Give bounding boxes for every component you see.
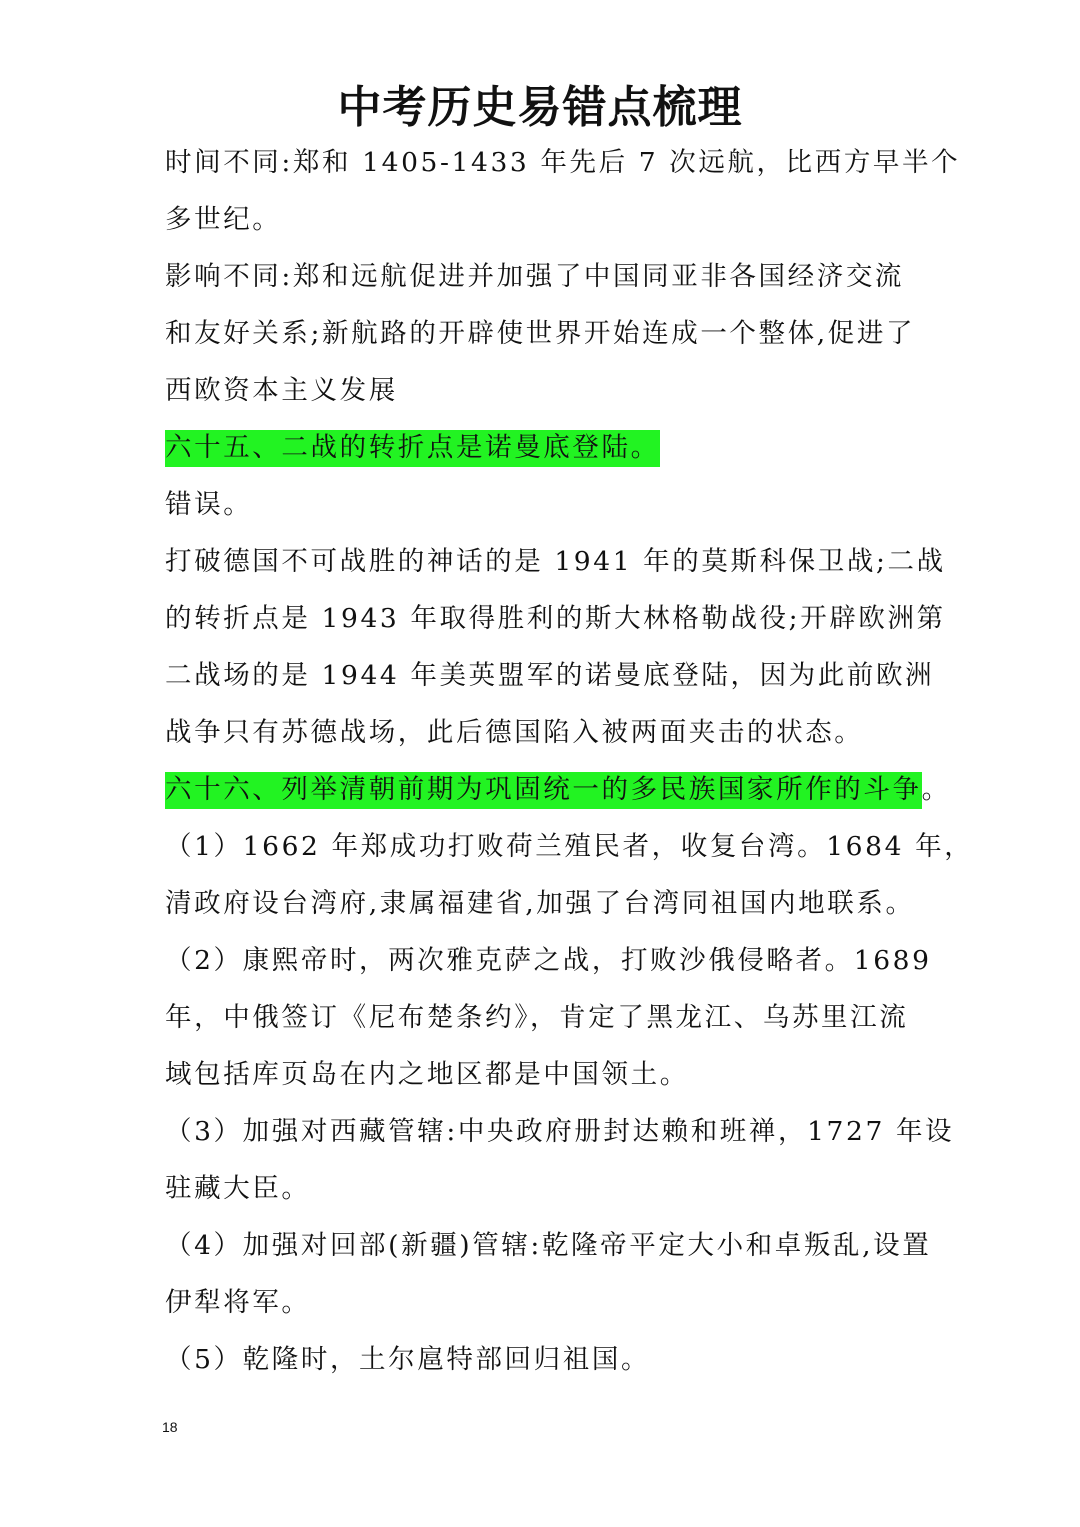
heading-highlight: 六十六、列举清朝前期为巩固统一的多民族国家所作的斗争 <box>165 772 922 809</box>
list-item-line: 驻藏大臣。 <box>165 1173 311 1204</box>
list-item-line: （4）加强对回部(新疆)管辖:乾隆帝平定大小和卓叛乱,设置 <box>165 1230 932 1261</box>
paragraph-line: 和友好关系;新航路的开辟使世界开始连成一个整体,促进了 <box>165 318 916 349</box>
list-item-line: 年，中俄签订《尼布楚条约》，肯定了黑龙江、乌苏里江流 <box>165 1002 909 1033</box>
page-title: 中考历史易错点梳理 <box>337 82 743 133</box>
question-66-heading <box>165 770 951 810</box>
paragraph-line: 时间不同:郑和 1405-1433 年先后 7 次远航，比西方早半个 <box>165 147 961 178</box>
paragraph-line: 二战场的是 1944 年美英盟军的诺曼底登陆，因为此前欧洲 <box>165 660 935 691</box>
list-item-line: （5）乾隆时，土尔扈特部回归祖国。 <box>165 1344 651 1375</box>
page-number: 18 <box>162 1419 178 1435</box>
paragraph-line: 的转折点是 1943 年取得胜利的斯大林格勒战役;开辟欧洲第 <box>165 603 946 634</box>
paragraph-line: 西欧资本主义发展 <box>165 375 398 406</box>
question-65-heading <box>165 428 660 468</box>
answer-line: 错误。 <box>165 489 253 520</box>
list-item-line: 域包括库页岛在内之地区都是中国领土。 <box>165 1059 689 1090</box>
paragraph-line: 多世纪。 <box>165 204 282 235</box>
heading-highlight: 六十五、二战的转折点是诺曼底登陆。 <box>165 430 660 467</box>
list-item-line: （3）加强对西藏管辖:中央政府册封达赖和班禅，1727 年设 <box>165 1116 955 1147</box>
list-item-line: （2）康熙帝时，两次雅克萨之战，打败沙俄侵略者。1689 <box>165 945 932 976</box>
list-item-line: 伊犁将军。 <box>165 1287 311 1318</box>
paragraph-line: 影响不同:郑和远航促进并加强了中国同亚非各国经济交流 <box>165 261 905 292</box>
heading-trailing-punctuation: 。 <box>921 774 951 805</box>
paragraph-line: 战争只有苏德战场，此后德国陷入被两面夹击的状态。 <box>165 717 864 748</box>
list-item-line: 清政府设台湾府,隶属福建省,加强了台湾同祖国内地联系。 <box>165 888 915 919</box>
list-item-line: （1）1662 年郑成功打败荷兰殖民者，收复台湾。1684 年， <box>165 831 974 862</box>
paragraph-line: 打破德国不可战胜的神话的是 1941 年的莫斯科保卫战;二战 <box>165 546 946 577</box>
